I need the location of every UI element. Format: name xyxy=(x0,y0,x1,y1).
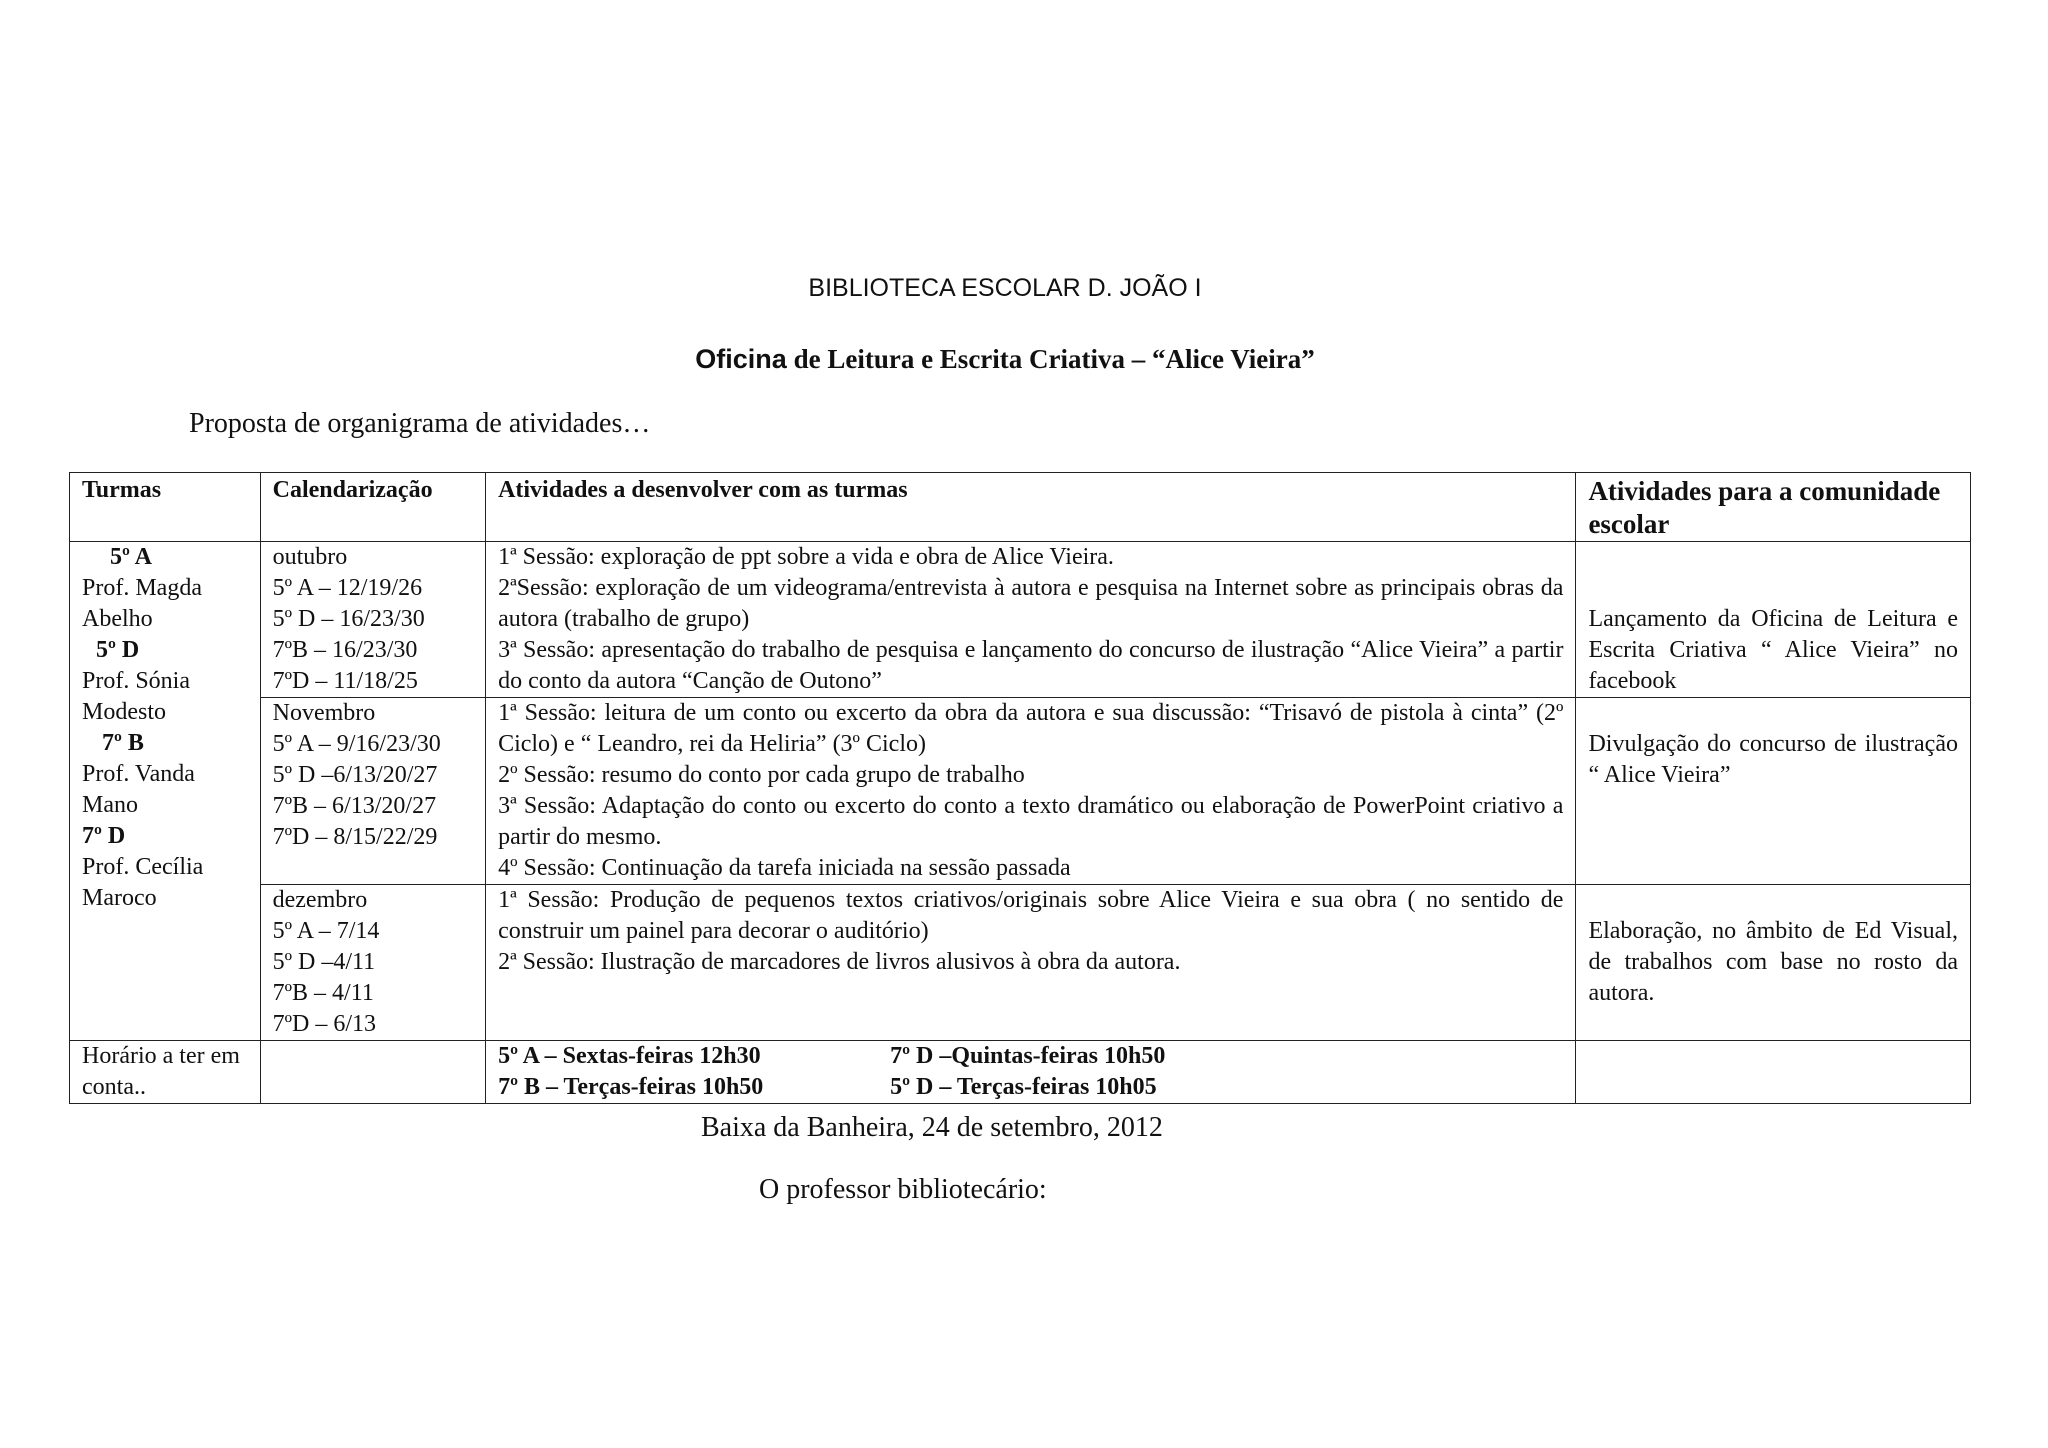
community-cell xyxy=(1576,885,1971,1041)
date-line: 5º D – 16/23/30 xyxy=(272,606,425,632)
schedule-empty-cell xyxy=(260,1041,485,1104)
header-calendar: Calendarização xyxy=(260,473,485,542)
activities-table xyxy=(69,472,1971,1104)
table-row-october xyxy=(70,542,1971,698)
schedule-cell xyxy=(486,1041,1576,1104)
calendar-cell xyxy=(260,885,485,1041)
footer-signature: O professor bibliotecário: xyxy=(759,1174,1047,1205)
schedule-empty-cell xyxy=(1576,1041,1971,1104)
header-community: Atividades para a comunidade escolar xyxy=(1576,473,1971,542)
date-line: 7ºD – 6/13 xyxy=(272,1011,377,1037)
table-row-november xyxy=(70,698,1971,885)
class-label: 7º D xyxy=(82,823,126,849)
community-activity: Lançamento da Oficina de Leitura e Escrita Criativa “ Alice Vieira” no facebook xyxy=(1588,606,1958,694)
table-header-row xyxy=(70,473,1971,542)
table-row-december xyxy=(70,885,1971,1041)
session-line: 3ª Sessão: apresentação do trabalho de pesquisa e lançamento do concurso de ilustração “Alice Vieira” a partir do conto da autora “Canção de Outono” xyxy=(498,637,1564,694)
date-line: 5º D –6/13/20/27 xyxy=(272,762,438,788)
calendar-cell xyxy=(260,542,485,698)
month-label: Novembro xyxy=(272,700,376,726)
teacher-name: Prof. Magda Abelho xyxy=(82,575,202,632)
class-label: 7º B xyxy=(102,730,144,756)
teacher-name: Prof. Cecília Maroco xyxy=(82,854,204,911)
community-activity: Divulgação do concurso de ilustração “ Alice Vieira” xyxy=(1588,731,1958,788)
session-line: 2º Sessão: resumo do conto por cada grupo de trabalho xyxy=(498,762,1025,788)
sessions-cell xyxy=(486,885,1576,1041)
schedule-entry: 7º B – Terças-feiras 10h50 xyxy=(498,1074,764,1100)
footer-date: Baixa da Banheira, 24 de setembro, 2012 xyxy=(701,1112,1163,1143)
month-label: dezembro xyxy=(272,887,368,913)
session-line: 1ª Sessão: exploração de ppt sobre a vida e obra de Alice Vieira. xyxy=(498,544,1114,570)
teacher-name: Prof. Sónia Modesto xyxy=(82,668,190,725)
date-line: 7ºB – 6/13/20/27 xyxy=(272,793,437,819)
date-line: 7ºD – 11/18/25 xyxy=(272,668,418,694)
page-subtitle xyxy=(0,344,2010,375)
sessions-cell xyxy=(486,698,1576,885)
schedule-entry: 5º A – Sextas-feiras 12h30 xyxy=(498,1043,761,1069)
intro-text: Proposta de organigrama de atividades… xyxy=(189,408,651,439)
community-activity: Elaboração, no âmbito de Ed Visual, de trabalhos com base no rosto da autora. xyxy=(1588,918,1958,1006)
date-line: 7ºD – 8/15/22/29 xyxy=(272,824,438,850)
classes-cell xyxy=(70,542,261,1041)
header-classes: Turmas xyxy=(70,473,261,542)
date-line: 5º A – 7/14 xyxy=(272,918,380,944)
header-activities: Atividades a desenvolver com as turmas xyxy=(486,473,1576,542)
page-title: BIBLIOTECA ESCOLAR D. JOÃO I xyxy=(808,274,1202,302)
community-cell xyxy=(1576,698,1971,885)
class-label: 5º D xyxy=(96,637,140,663)
session-line: 1ª Sessão: leitura de um conto ou excerto da obra da autora e sua discussão: “Trisavó de pistola à cinta” (2º Ciclo) e “ Leandro, rei da Heliria” (3º Ciclo) xyxy=(498,700,1564,757)
session-line: 2ª Sessão: Ilustração de marcadores de livros alusivos à obra da autora. xyxy=(498,949,1181,975)
class-label: 5º A xyxy=(110,544,152,570)
date-line: 7ºB – 16/23/30 xyxy=(272,637,418,663)
subtitle-rest: de Leitura e Escrita Criativa – “Alice Vieira” xyxy=(786,344,1315,374)
date-line: 5º A – 12/19/26 xyxy=(272,575,423,601)
schedule-label: Horário a ter em conta.. xyxy=(70,1041,261,1104)
calendar-cell xyxy=(260,698,485,885)
session-line: 1ª Sessão: Produção de pequenos textos criativos/originais sobre Alice Vieira e sua obra ( no sentido de construir um painel para decorar o auditório) xyxy=(498,887,1564,944)
date-line: 5º A – 9/16/23/30 xyxy=(272,731,441,757)
date-line: 5º D –4/11 xyxy=(272,949,376,975)
session-line: 4º Sessão: Continuação da tarefa iniciada na sessão passada xyxy=(498,855,1071,881)
subtitle-lead: Oficina xyxy=(695,344,787,374)
month-label: outubro xyxy=(272,544,348,570)
teacher-name: Prof. Vanda Mano xyxy=(82,761,195,818)
session-line: 2ªSessão: exploração de um videograma/entrevista à autora e pesquisa na Internet sobre as principais obras da autora (trabalho de grupo) xyxy=(498,575,1564,632)
sessions-cell xyxy=(486,542,1576,698)
session-line: 3ª Sessão: Adaptação do conto ou excerto do conto a texto dramático ou elaboração de PowerPoint criativo a partir do mesmo. xyxy=(498,793,1564,850)
community-cell xyxy=(1576,542,1971,698)
table-row-schedule xyxy=(70,1041,1971,1104)
schedule-entry: 5º D – Terças-feiras 10h05 xyxy=(890,1074,1157,1100)
date-line: 7ºB – 4/11 xyxy=(272,980,374,1006)
schedule-entry: 7º D –Quintas-feiras 10h50 xyxy=(890,1043,1166,1069)
